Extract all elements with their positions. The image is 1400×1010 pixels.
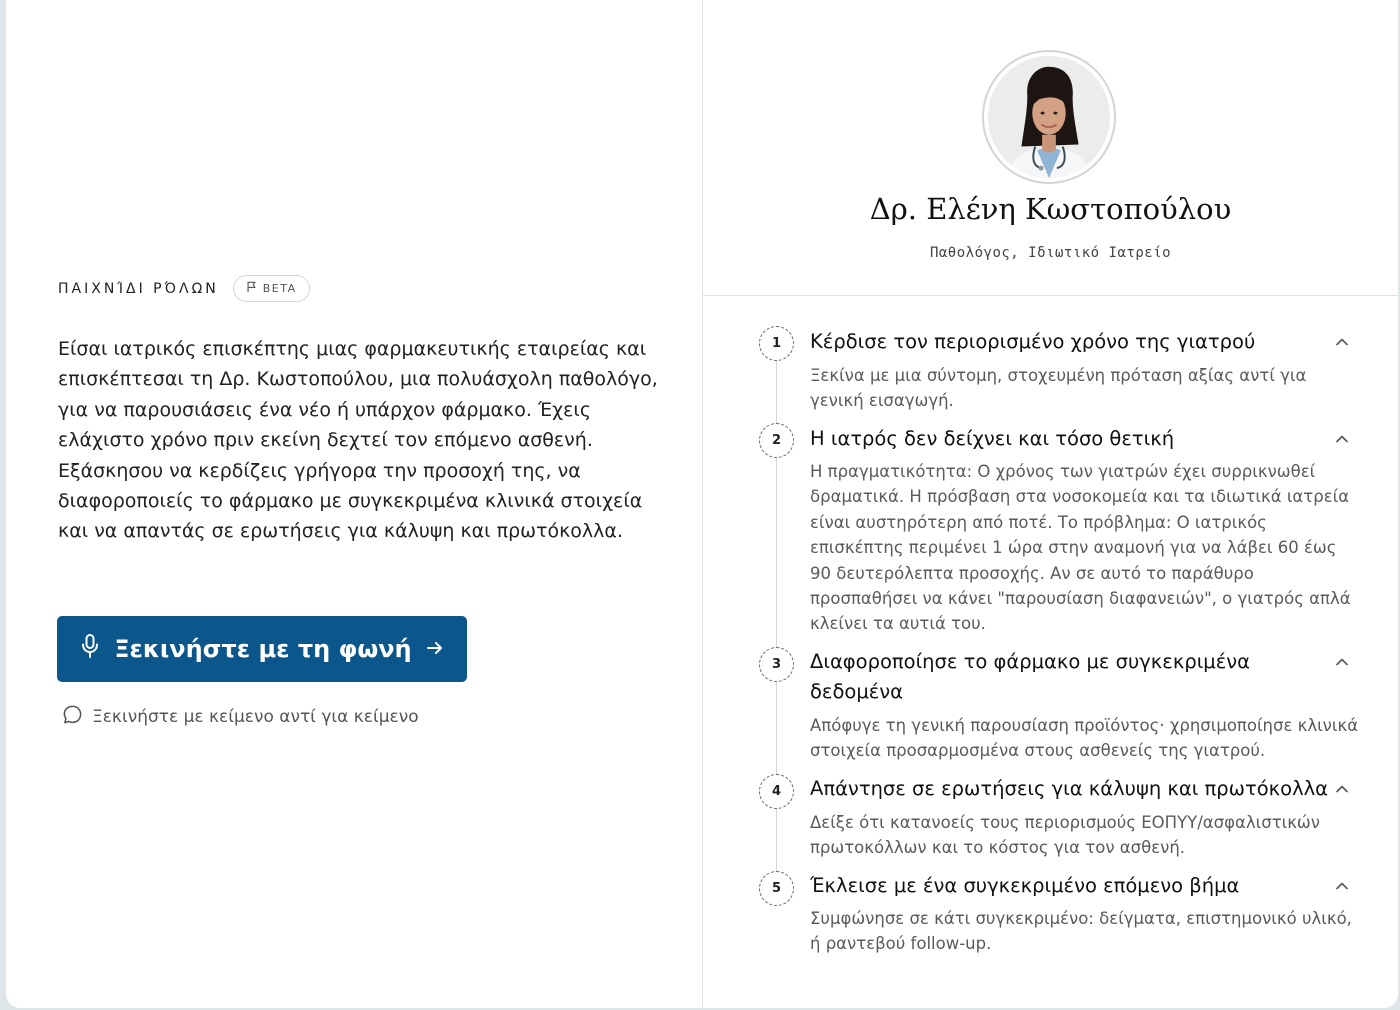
chevron-up-icon[interactable] bbox=[1335, 654, 1351, 670]
avatar bbox=[982, 50, 1116, 184]
scenario-description: Είσαι ιατρικός επισκέπτης μιας φαρμακευτικής εταιρείας και επισκέπτεσαι τη Δρ. Κωστοπούλου, μια πολυάσχολη παθολόγο, για να παρουσιάσεις ένα νέο ή υπάρχον φάρμακο. Έχεις ελάχιστο χρόνο πριν εκείνη δεχτεί τον επόμενο ασθενή. Εξάσκησου να κερδίζεις γρήγορα την προσοχή της, να διαφοροποιείς το φάρμακο με συγκεκριμένα κλινικά στοιχεία και να απαντάς σε ερωτήσεις για κάλυψη και πρωτόκολλα. bbox=[58, 338, 658, 543]
persona-role: Παθολόγος, Ιδιωτικό Ιατρείο bbox=[929, 245, 1172, 261]
step-description: Η πραγματικότητα: Ο χρόνος των γιατρών έχει συρρικνωθεί δραματικά. Η πρόσβαση στα νοσοκομεία και τα ιδιωτικά ιατρεία είναι αυστηρότερη από ποτέ. Το πρόβλημα: Ο ιατρικός επισκέπτης περιμένει 1 ώρα στην αναμονή για να λάβει 60 έως 90 δευτερόλεπτα προσοχής. Αν σε αυτό το παράθυρο προσπαθήσει να κάνει "παρουσίαση διαφανειών", ο γιατρός απλά κλείνει τα αυτιά του. bbox=[810, 462, 1351, 634]
step-number: 3 bbox=[759, 647, 794, 682]
step-description: Απόφυγε τη γενική παρουσίαση προϊόντος· χρησιμοποίησε κλινικά στοιχεία προσαρμοσμένα στους ασθενείς της γιατρού. bbox=[810, 716, 1359, 761]
app-window bbox=[6, 0, 1398, 1008]
doctor-portrait-icon bbox=[988, 56, 1110, 178]
arrow-right-icon bbox=[426, 635, 444, 663]
microphone-icon bbox=[80, 633, 100, 665]
start-voice-button[interactable] bbox=[57, 616, 467, 682]
roleplay-label: ΠΑΙΧΝΊΔΙ ΡΌΛΩΝ bbox=[58, 280, 219, 297]
flag-icon bbox=[246, 281, 257, 296]
step-description: Συμφώνησε σε κάτι συγκεκριμένο: δείγματα, επιστημονικό υλικό, ή ραντεβού follow-up. bbox=[810, 909, 1352, 954]
step-title[interactable]: Κέρδισε τον περιορισμένο χρόνο της γιατρού bbox=[810, 330, 1256, 353]
scenario-header bbox=[58, 275, 310, 302]
chevron-up-icon[interactable] bbox=[1335, 878, 1351, 894]
step-title[interactable]: Έκλεισε με ένα συγκεκριμένο επόμενο βήμα bbox=[810, 874, 1240, 897]
chevron-up-icon[interactable] bbox=[1335, 334, 1351, 350]
persona-panel bbox=[703, 0, 1398, 1008]
start-voice-label: Ξεκινήστε με τη φωνή bbox=[114, 635, 412, 663]
beta-badge bbox=[233, 275, 310, 302]
persona-name: Δρ. Ελένη Κωστοπούλου bbox=[869, 192, 1232, 226]
step-title[interactable]: Απάντησε σε ερωτήσεις για κάλυψη και πρωτόκολλα bbox=[810, 777, 1329, 800]
chevron-up-icon[interactable] bbox=[1335, 431, 1351, 447]
step-number: 2 bbox=[759, 423, 794, 458]
step-title[interactable]: Η ιατρός δεν δείχνει και τόσο θετική bbox=[810, 427, 1175, 450]
start-text-link[interactable] bbox=[62, 704, 419, 730]
step-number: 1 bbox=[759, 326, 794, 361]
start-text-label: Ξεκινήστε με κείμενο αντί για κείμενο bbox=[92, 707, 419, 727]
step-number: 5 bbox=[759, 871, 794, 906]
step-description: Ξεκίνα με μια σύντομη, στοχευμένη πρόταση αξίας αντί για γενική εισαγωγή. bbox=[810, 366, 1307, 411]
section-divider bbox=[703, 295, 1398, 296]
step-number: 4 bbox=[759, 774, 794, 809]
beta-label: BETA bbox=[262, 282, 297, 295]
step-description: Δείξε ότι κατανοείς τους περιορισμούς ΕΟΠΥΥ/ασφαλιστικών πρωτοκόλλων και το κόστος για τον ασθενή. bbox=[810, 813, 1320, 858]
chat-bubble-icon bbox=[62, 704, 83, 730]
scenario-panel bbox=[6, 0, 702, 1008]
chevron-up-icon[interactable] bbox=[1335, 781, 1351, 797]
step-title[interactable]: Διαφοροποίησε το φάρμακο με συγκεκριμένα δεδομένα bbox=[810, 650, 1250, 703]
